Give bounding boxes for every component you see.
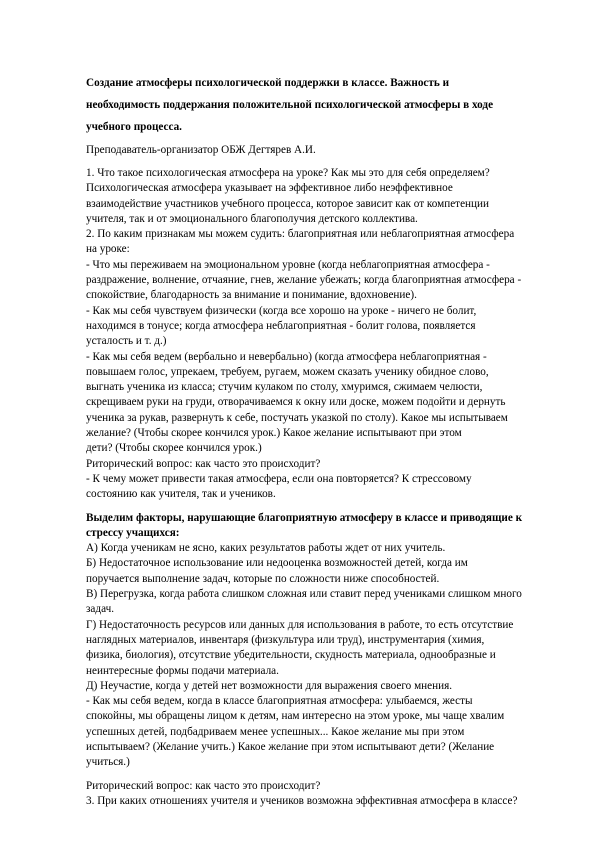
section1-line: - Как мы себя чувствуем физически (когда все хорошо на уроке - ничего не болит,	[86, 304, 477, 317]
section1-line: раздражение, волнение, отчаяние, гнев, желание убежать; когда благоприятная атмосфера -	[86, 274, 522, 287]
title-line: необходимость поддержания положительной психологической атмосферы в ходе	[86, 99, 494, 111]
section-factors-list	[86, 541, 558, 770]
section2-line: наглядных материалов, инвентаря (физкультура или труд), инструментария (химия,	[86, 633, 485, 646]
section3-line: 3. При каких отношениях учителя и учеников возможна эффективная атмосфера в классе?	[86, 794, 518, 807]
section2-line: успешных детей, подбадриваем менее успешных... Какое желание мы при этом	[86, 725, 465, 738]
section1-line: дети? (Чтобы скорее кончился урок.)	[86, 442, 262, 455]
section1-line: находимся в тонусе; когда атмосфера неблагоприятная - болит голова, появляется	[86, 319, 476, 332]
document-title	[86, 72, 558, 138]
section1-line: повышаем голос, упрекаем, требуем, ругаем, можем сказать ученику обидное слово,	[86, 365, 489, 378]
section2-line: неинтересные формы подачи материала.	[86, 664, 279, 677]
section1-line: на уроке:	[86, 243, 130, 256]
author-line: Преподаватель-организатор ОБЖ Дегтярев А.И.	[86, 144, 316, 156]
section1-line: желание? (Чтобы скорее кончился урок.) Какое желание испытывают при этом	[86, 427, 462, 440]
section2-line: физика, биология), отсутствие убедительности, скудность материала, однообразные и	[86, 649, 496, 662]
section-questions-1-2	[86, 166, 558, 503]
section2-line: спокойны, мы обращены лицом к детям, нам интересно на этом уроке, мы чаще хвалим	[86, 710, 505, 723]
section1-line: усталость и т. д.)	[86, 335, 167, 348]
section1-line: - Как мы себя ведем (вербально и невербально) (когда атмосфера неблагоприятная -	[86, 350, 487, 363]
section3-line: Риторический вопрос: как часто это происходит?	[86, 779, 321, 792]
section1-line: спокойствие, благодарность за внимание и понимание, вдохновение).	[86, 289, 417, 302]
section1-line: учителя, так и от эмоционального благополучия детского коллектива.	[86, 212, 418, 225]
title-line: Создание атмосферы психологической поддержки в классе. Важность и	[86, 77, 450, 89]
section1-line: - К чему может привести такая атмосфера, если она повторяется? К стрессовому	[86, 472, 472, 485]
section1-line: выгнать ученика из класса; стучим кулаком по столу, хмуримся, сжимаем челюсти,	[86, 381, 483, 394]
section2-line: учиться.)	[86, 756, 130, 769]
section2-line: Б) Недостаточное использование или недооценка возможностей детей, когда им	[86, 557, 468, 570]
section2-line: поручается выполнение задач, которые по сложности ниже способностей.	[86, 572, 440, 585]
section2-line: - Как мы себя ведем, когда в классе благоприятная атмосфера: улыбаемся, жесты	[86, 695, 473, 708]
section1-line: 1. Что такое психологическая атмосфера на уроке? Как мы это для себя определяем?	[86, 167, 490, 179]
section1-line: ученика за рукав, развернуть к себе, постучать указкой по столу). Какое мы испытываем	[86, 411, 508, 424]
document-page	[86, 72, 558, 809]
section2-line: Д) Неучастие, когда у детей нет возможности для выражения своего мнения.	[86, 679, 453, 692]
section1-line: Психологическая атмосфера указывает на эффективное либо неэффективное	[86, 182, 453, 195]
section2-line: задач.	[86, 603, 115, 616]
factors-heading-line: Выделим факторы, нарушающие благоприятную атмосферу в классе и приводящие к	[86, 511, 523, 524]
section1-line: скрещиваем руки на груди, отворачиваемся к окну или доске, можем подойти и дернуть	[86, 396, 506, 409]
section1-line: взаимодействие участников учебного процесса, которое зависит как от компетенции	[86, 197, 489, 210]
section1-line: Риторический вопрос: как часто это происходит?	[86, 457, 321, 470]
section-question-3	[86, 779, 558, 810]
section2-line: испытываем? (Желание учить.) Какое желание при этом испытывают дети? (Желание	[86, 740, 495, 753]
section1-line: 2. По каким признакам мы можем судить: благоприятная или неблагоприятная атмосфера	[86, 228, 515, 241]
section1-line: - Что мы переживаем на эмоциональном уровне (когда неблагоприятная атмосфера -	[86, 258, 490, 271]
section2-line: А) Когда ученикам не ясно, каких результатов работы ждет от них учитель.	[86, 542, 446, 555]
section2-line: Г) Недостаточность ресурсов или данных для использования в работе, то есть отсутствие	[86, 618, 514, 631]
section2-line: В) Перегрузка, когда работа слишком сложная или ставит перед учениками слишком много	[86, 588, 522, 601]
factors-heading	[86, 511, 558, 542]
section1-line: состоянию как учителя, так и учеников.	[86, 488, 276, 501]
title-line: учебного процесса.	[86, 121, 182, 133]
factors-heading-line: стрессу учащихся:	[86, 526, 180, 539]
